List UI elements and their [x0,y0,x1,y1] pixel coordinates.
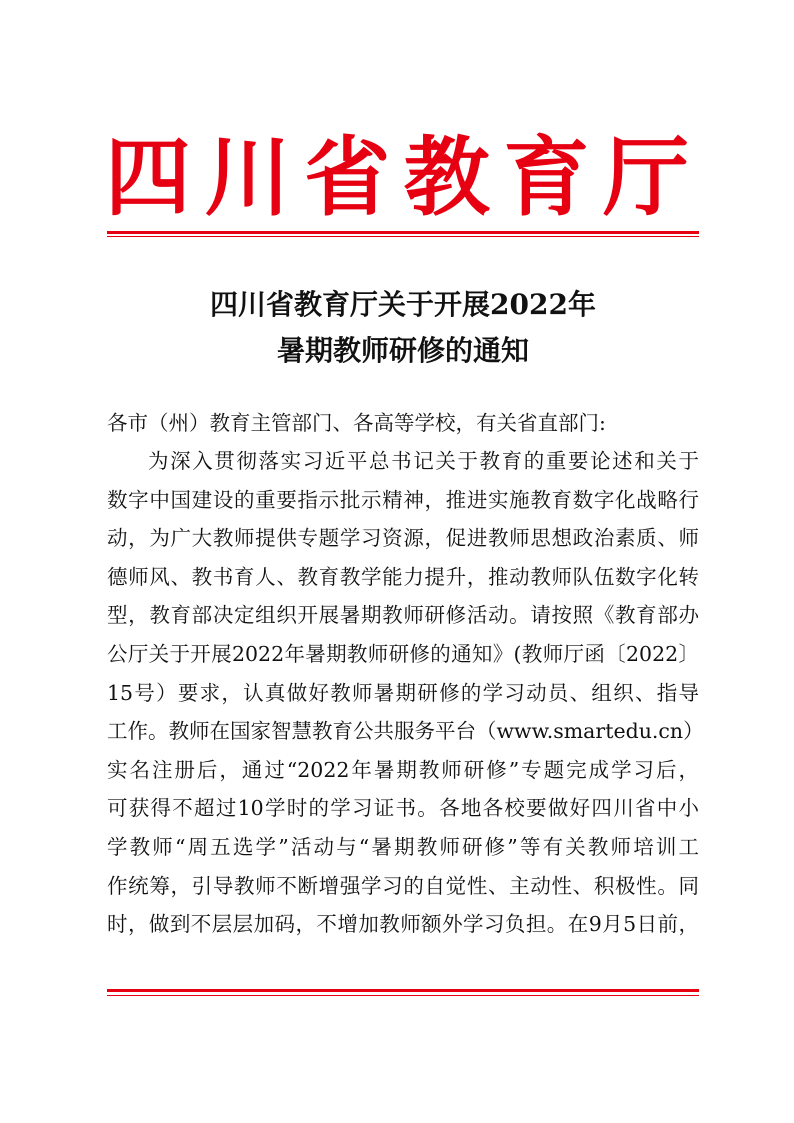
masthead-char: 四 [105,127,191,228]
masthead-char: 省 [304,127,391,228]
body-line: 工作。教师在国家智慧教育公共服务平台（www.smartedu.cn） [107,719,704,744]
body-paragraph [107,442,704,944]
title-line-1: 四川省教育厅关于开展2022年 [210,288,596,321]
title-line-2: 暑期教师研修的通知 [276,334,529,367]
header-red-rule-thin [107,236,699,237]
masthead-char: 育 [503,127,590,228]
body-line: 为深入贯彻落实习近平总书记关于教育的重要论述和关于 [148,449,699,473]
masthead-char: 教 [403,127,490,228]
body-line: 公厅关于开展2022年暑期教师研修的通知》(教师厅函〔2022〕 [107,641,699,666]
body-line: 型，教育部决定组织开展暑期教师研修活动。请按照《教育部办 [107,603,699,628]
body-line: 可获得不超过10学时的学习证书。各地各校要做好四川省中小 [107,796,699,821]
salutation: 各市（州）教育主管部门、各高等学校，有关省直部门: [107,411,606,435]
body-line: 实名注册后，通过“2022年暑期教师研修”专题完成学习后， [107,757,699,782]
header-red-rule-thick [107,231,699,234]
body-line: 学教师“周五选学”活动与“暑期教师研修”等有关教师培训工 [107,834,699,859]
footer-red-rule-thick [107,989,699,992]
body-line: 时，做到不层层加码，不增加教师额外学习负担。在9月5日前， [107,912,699,937]
body-line: 德师风、教书育人、教育教学能力提升，推动教师队伍数字化转 [107,564,699,589]
masthead [105,127,689,228]
footer-red-rule-thin [107,995,699,996]
body-line: 作统筹，引导教师不断增强学习的自觉性、主动性、积极性。同 [107,873,699,898]
body-line: 数字中国建设的重要指示批示精神，推进实施教育数字化战略行 [107,487,699,512]
document-title [107,282,699,374]
masthead-char: 川 [204,127,291,228]
masthead-char: 厅 [602,127,689,228]
body-line: 动，为广大教师提供专题学习资源，促进教师思想政治素质、师 [107,526,699,551]
body-line: 15号）要求，认真做好教师暑期研修的学习动员、组织、指导 [107,680,699,705]
